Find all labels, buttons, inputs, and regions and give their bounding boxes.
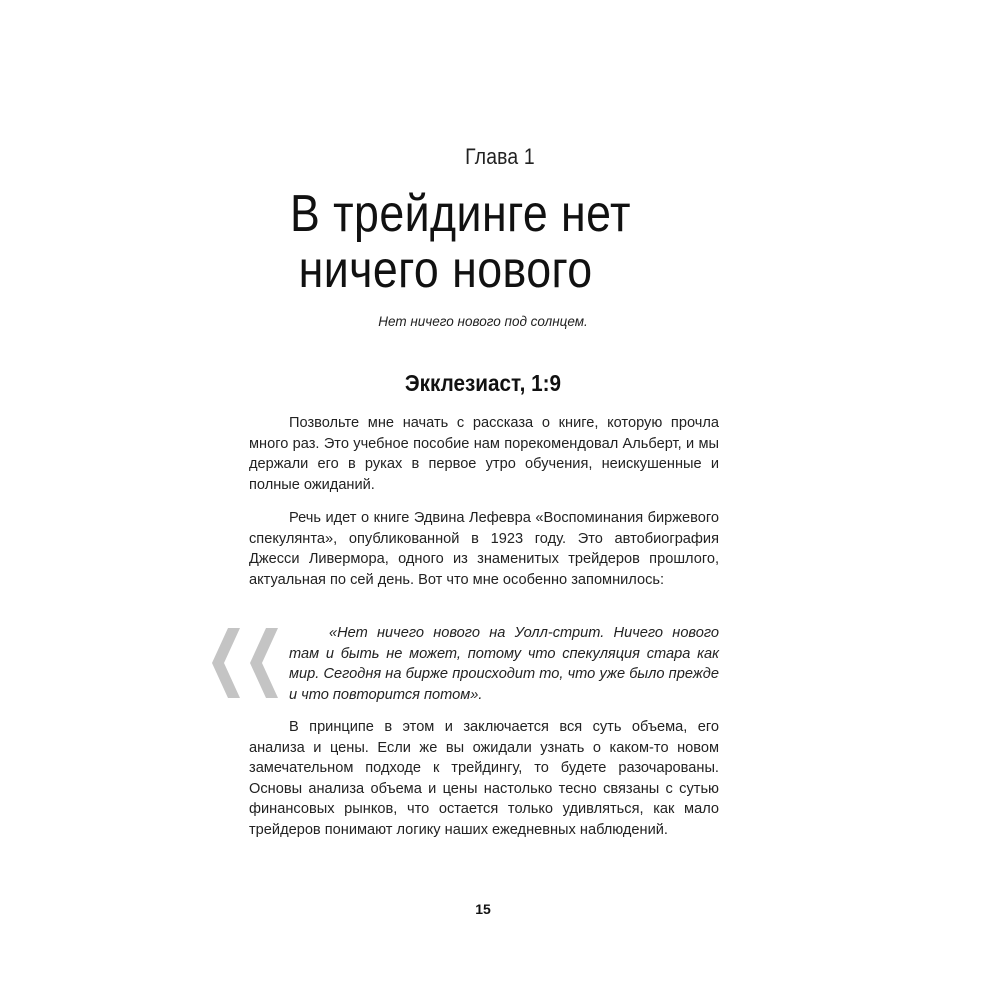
chapter-title-line-2: ничего нового — [298, 241, 593, 299]
block-quote: «Нет ничего нового на Уолл-стрит. Ничего нового там и быть не может, потому что спекуляция стара как мир. Сегодня на бирже происходит то, что уже было прежде и что повторится потом». — [289, 625, 719, 703]
paragraph-2 — [249, 508, 719, 601]
paragraph-text: В принципе в этом и заключается вся суть объема, его анализа и цены. Если же вы ожидали узнать о каком-то новом замечательном подходе к трейдингу, то будете разочарованы. Основы анализа объема и цены настолько тесно связаны с сутью финансовых рынков, что остается только удивляться, как мало трейдеров понимают логику наших ежедневных наблюдений. — [249, 719, 719, 838]
chapter-title — [290, 186, 686, 298]
chapter-title-line-1: В трейдинге нет — [290, 185, 631, 243]
chapter-label: Глава 1 — [465, 144, 535, 169]
double-chevron-quote-icon — [212, 628, 280, 698]
epigraph-source: Экклезиаст, 1:9 — [404, 370, 562, 396]
paragraph-3 — [249, 717, 719, 852]
paragraph-text: Речь идет о книге Эдвина Лефевра «Воспоминания биржевого спекулянта», опубликованной в 1923 году. Это автобиография Джесси Ливермора, одного из знаменитых трейдеров прошлого, актуальная по сей день. Вот что мне особенно запомнилось: — [249, 510, 719, 588]
paragraph-text: Позвольте мне начать с рассказа о книге, которую прочла много раз. Это учебное пособие нам порекомендовал Альберт, и мы держали его в руках в первое утро обучения, неискушенные и полные ожиданий. — [249, 415, 719, 493]
epigraph-text: Нет ничего нового под солнцем. — [378, 314, 588, 329]
page-number: 15 — [475, 901, 491, 917]
paragraph-1 — [249, 413, 719, 506]
